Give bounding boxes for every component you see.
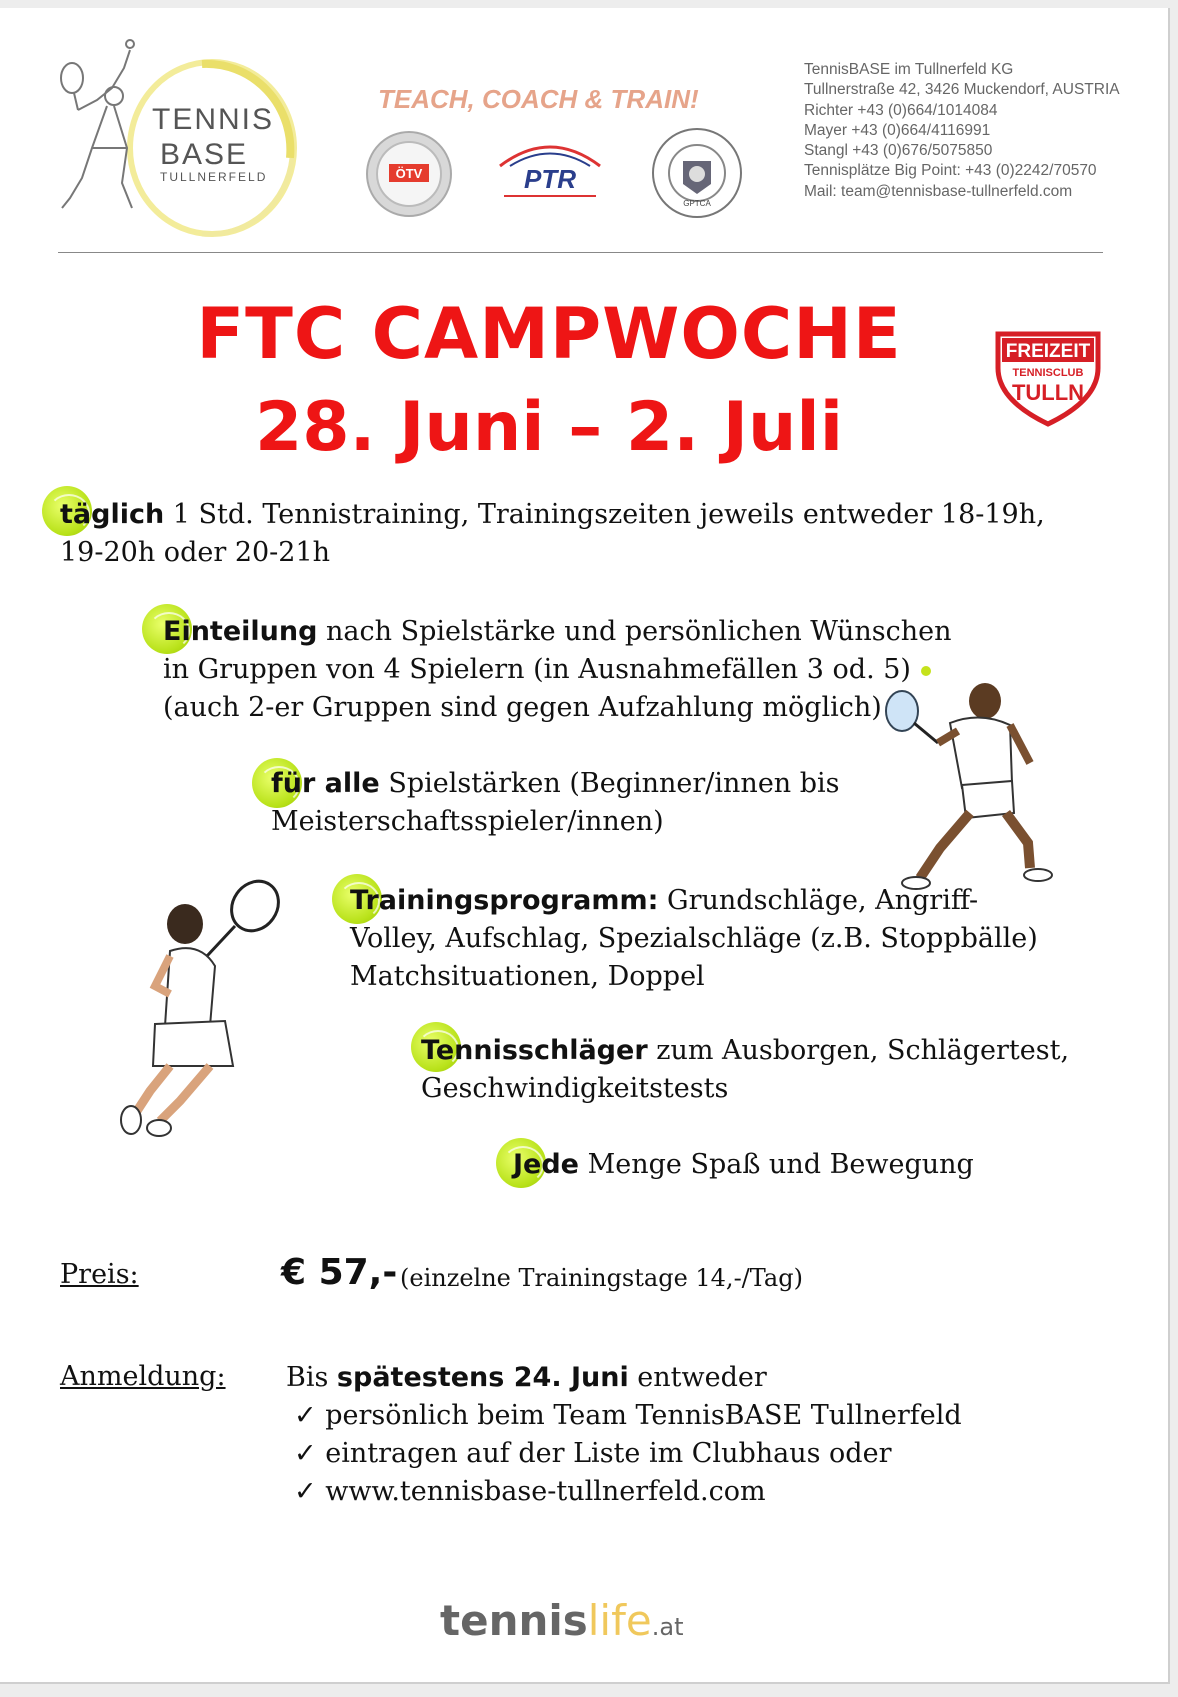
registration-block xyxy=(286,1359,962,1511)
bullet-rackets-line1: zum Ausborgen, Schlägertest, xyxy=(647,1035,1070,1066)
oetv-badge-text: ÖTV xyxy=(395,166,423,181)
bullet-all-levels-line1: Spielstärken (Beginner/innen bis xyxy=(379,768,840,799)
club-logo-line3: TULLN xyxy=(1011,380,1085,405)
bullet-program-bold: Trainingsprogramm: xyxy=(350,885,659,916)
tennislife-logo xyxy=(440,1596,683,1645)
registration-option-personal: persönlich beim Team TennisBASE Tullnerfeld xyxy=(325,1400,962,1431)
registration-intro-post: entweder xyxy=(628,1362,767,1393)
contact-address: Tullnerstraße 42, 3426 Muckendorf, AUSTRIA xyxy=(804,81,1120,99)
male-tennis-player-illustration xyxy=(880,663,1055,897)
check-icon: ✓ xyxy=(294,1438,317,1469)
header-divider xyxy=(58,252,1103,253)
contact-phone-courts: Tennisplätze Big Point: +43 (0)2242/70570 xyxy=(804,162,1097,180)
flyer-page xyxy=(0,8,1170,1684)
bullet-rackets-bold: Tennisschläger xyxy=(421,1035,648,1066)
bullet-groups-line2: in Gruppen von 4 Spielern (in Ausnahmefällen 3 od. 5) xyxy=(163,654,911,685)
registration-option-website[interactable]: www.tennisbase-tullnerfeld.com xyxy=(325,1476,766,1507)
oetv-badge xyxy=(365,130,453,222)
bullet-fun-bold: Jede xyxy=(513,1149,579,1180)
bullet-groups-line1: nach Spielstärke und persönlichen Wünschen xyxy=(317,616,952,647)
contact-company: TennisBASE im Tullnerfeld KG xyxy=(804,61,1014,78)
logo-text-tennis: TENNIS xyxy=(152,103,275,136)
contact-phone-stangl: Stangl +43 (0)676/5075850 xyxy=(804,142,993,160)
footer-brand: tennis xyxy=(440,1596,588,1645)
registration-label: Anmeldung: xyxy=(60,1361,226,1392)
contact-phone-mayer: Mayer +43 (0)664/4116991 xyxy=(804,121,991,139)
title-main: FTC CAMPWOCHE xyxy=(196,293,902,375)
registration-option-list: eintragen auf der Liste im Clubhaus oder xyxy=(325,1438,892,1469)
slogan: TEACH, COACH & TRAIN! xyxy=(378,84,699,114)
bullet-groups-line3: (auch 2-er Gruppen sind gegen Aufzahlung möglich) xyxy=(163,692,882,723)
ptr-badge xyxy=(490,136,610,206)
bullet-program xyxy=(350,882,1038,996)
club-logo-line2: TENNISCLUB xyxy=(1012,367,1084,379)
bullet-fun-line1: Menge Spaß und Bewegung xyxy=(579,1149,974,1180)
freizeit-tennisclub-tulln-logo xyxy=(992,328,1104,428)
title-dates: 28. Juni – 2. Juli xyxy=(254,388,844,467)
logo-text-tullnerfeld: TULLNERFELD xyxy=(160,170,268,184)
bullet-rackets-line2: Geschwindigkeitstests xyxy=(421,1073,729,1104)
bullet-program-line1: Grundschläge, Angriff- xyxy=(658,885,979,916)
price-note: (einzelne Trainingstage 14,-/Tag) xyxy=(400,1264,803,1292)
logo-text-base: BASE xyxy=(160,138,249,171)
footer-brand-suffix: life xyxy=(587,1596,652,1645)
bullet-daily xyxy=(60,496,1045,572)
bullet-all-levels-bold: für alle xyxy=(271,768,380,799)
gptca-badge-text: GPTCA xyxy=(683,199,711,208)
female-tennis-player-illustration xyxy=(115,876,295,1145)
contact-block xyxy=(804,60,1120,202)
ptr-badge-text: PTR xyxy=(524,164,576,194)
bullet-program-line3: Matchsituationen, Doppel xyxy=(350,961,705,992)
gptca-badge xyxy=(650,126,744,224)
bullet-groups-bold: Einteilung xyxy=(163,616,318,647)
bullet-daily-bold: täglich xyxy=(60,499,165,530)
price-value: € 57,- xyxy=(281,1252,398,1293)
bullet-daily-line1: 1 Std. Tennistraining, Trainingszeiten jeweils entweder 18-19h, xyxy=(164,499,1045,530)
bullet-groups xyxy=(163,613,951,727)
bullet-program-line2: Volley, Aufschlag, Spezialschläge (z.B. Stoppbälle) xyxy=(350,923,1038,954)
registration-intro-pre: Bis xyxy=(286,1362,337,1393)
registration-deadline: spätestens 24. Juni xyxy=(336,1362,629,1393)
bullet-fun xyxy=(513,1146,974,1184)
check-icon: ✓ xyxy=(294,1476,317,1507)
footer-tld: .at xyxy=(651,1613,684,1641)
contact-mail: Mail: team@tennisbase-tullnerfeld.com xyxy=(804,182,1073,200)
club-logo-line1: FREIZEIT xyxy=(1005,341,1091,362)
check-icon: ✓ xyxy=(294,1400,317,1431)
bullet-daily-line2: 19-20h oder 20-21h xyxy=(60,537,331,568)
bullet-all-levels-line2: Meisterschaftsspieler/innen) xyxy=(271,806,664,837)
bullet-all-levels xyxy=(271,765,840,841)
contact-phone-richter: Richter +43 (0)664/1014084 xyxy=(804,101,998,119)
price-label: Preis: xyxy=(60,1259,139,1290)
bullet-rackets xyxy=(421,1032,1069,1108)
